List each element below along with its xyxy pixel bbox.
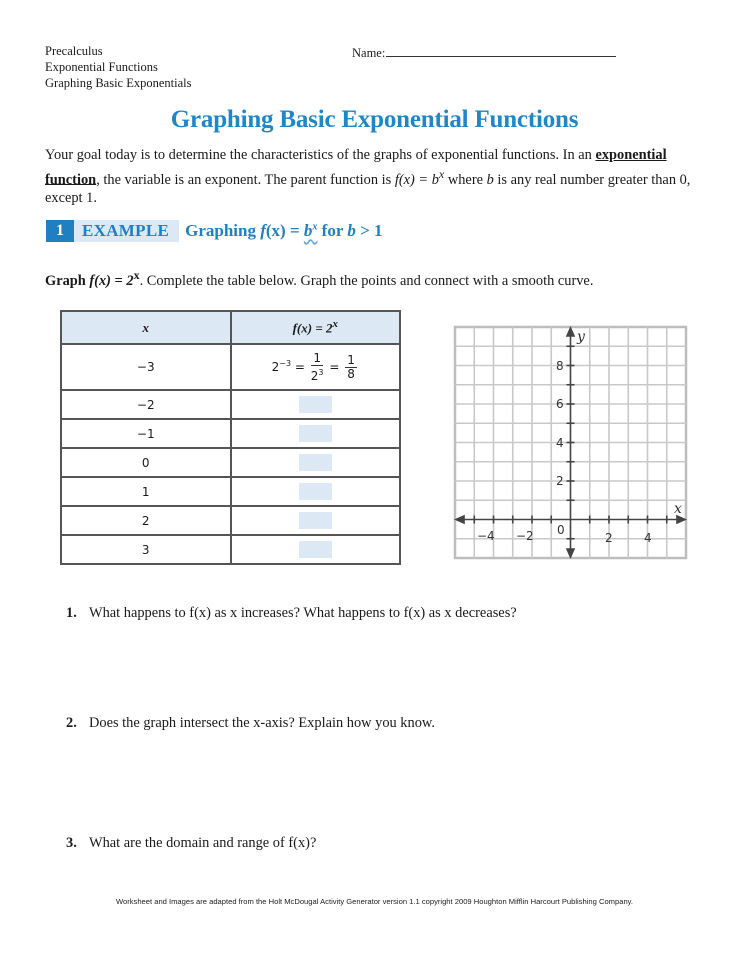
table-row (61, 419, 400, 448)
table-row (61, 477, 400, 506)
question-2: 2. Does the graph intersect the x-axis? Explain how you know. (66, 715, 435, 731)
cell-x: −1 (61, 419, 231, 448)
cell-fx-example: $2^{-3}$ = $\frac{1}{2^3}$ = $\frac{1}{8}$ (231, 344, 401, 390)
values-table (60, 310, 401, 565)
answer-blank[interactable] (299, 483, 332, 500)
y-tick-label: 6 (556, 397, 564, 411)
page-title: Graphing Basic Exponential Functions (170, 106, 579, 133)
question-1: 1. What happens to f(x) as x increases? What happens to f(x) as x decreases? (66, 605, 517, 621)
example-number: 1 (46, 220, 74, 242)
table-row (61, 344, 400, 390)
name-field[interactable] (352, 44, 616, 61)
table-row (61, 448, 400, 477)
answer-blank[interactable] (299, 454, 332, 471)
cell-x: 1 (61, 477, 231, 506)
x-tick-label: 2 (605, 531, 613, 545)
x-tick-label: 4 (644, 531, 652, 545)
y-axis-label: y (577, 329, 585, 345)
key-term: exponential function (45, 147, 667, 188)
name-blank[interactable] (386, 44, 616, 57)
name-label: Name: (352, 46, 386, 60)
example-heading: Graphing $f(x) = b^x$ for b > 1 (185, 221, 383, 240)
table-header-row (61, 311, 400, 344)
x-axis-label: x (674, 501, 682, 517)
y-tick-label: 4 (556, 436, 564, 450)
table-row (61, 535, 400, 564)
unit-label: Exponential Functions (45, 60, 158, 74)
course-label: Precalculus (45, 44, 103, 58)
cell-x: −3 (61, 344, 231, 390)
example-label: EXAMPLE (74, 220, 179, 242)
answer-blank[interactable] (299, 541, 332, 558)
question-3: 3. What are the domain and range of f(x)? (66, 835, 317, 851)
y-tick-label: 2 (556, 474, 564, 488)
cell-x: 0 (61, 448, 231, 477)
answer-blank[interactable] (299, 396, 332, 413)
coordinate-grid[interactable] (453, 325, 688, 560)
header-fx: $f(x) = 2^x$ (231, 311, 401, 344)
intro-paragraph: Your goal today is to determine the characteristics of the graphs of exponential functions. In an exponential function, the variable is an exponent. The parent function is $f(x) = b^x$ where b is any real number greater than 0, except 1. (45, 147, 691, 206)
table-row (61, 506, 400, 535)
y-tick-label: 8 (556, 359, 564, 373)
table-row (61, 390, 400, 419)
footer-credit: Worksheet and Images are adapted from the Holt McDougal Activity Generator version 1.1 copyright 2009 Houghton Mifflin Harcourt Publishing Company. (115, 897, 634, 906)
header-x: x (61, 311, 231, 344)
answer-blank[interactable] (299, 512, 332, 529)
graph-instruction: Graph $f(x) = 2^x$. Complete the table below. Graph the points and connect with a smooth curve. (45, 268, 594, 289)
x-tick-label: −2 (516, 529, 534, 543)
x-tick-label: −4 (477, 529, 495, 543)
answer-blank[interactable] (299, 425, 332, 442)
cell-x: −2 (61, 390, 231, 419)
cell-x: 3 (61, 535, 231, 564)
lesson-label: Graphing Basic Exponentials (45, 76, 192, 90)
cell-x: 2 (61, 506, 231, 535)
example-banner (46, 220, 383, 242)
origin-label: 0 (557, 523, 565, 537)
